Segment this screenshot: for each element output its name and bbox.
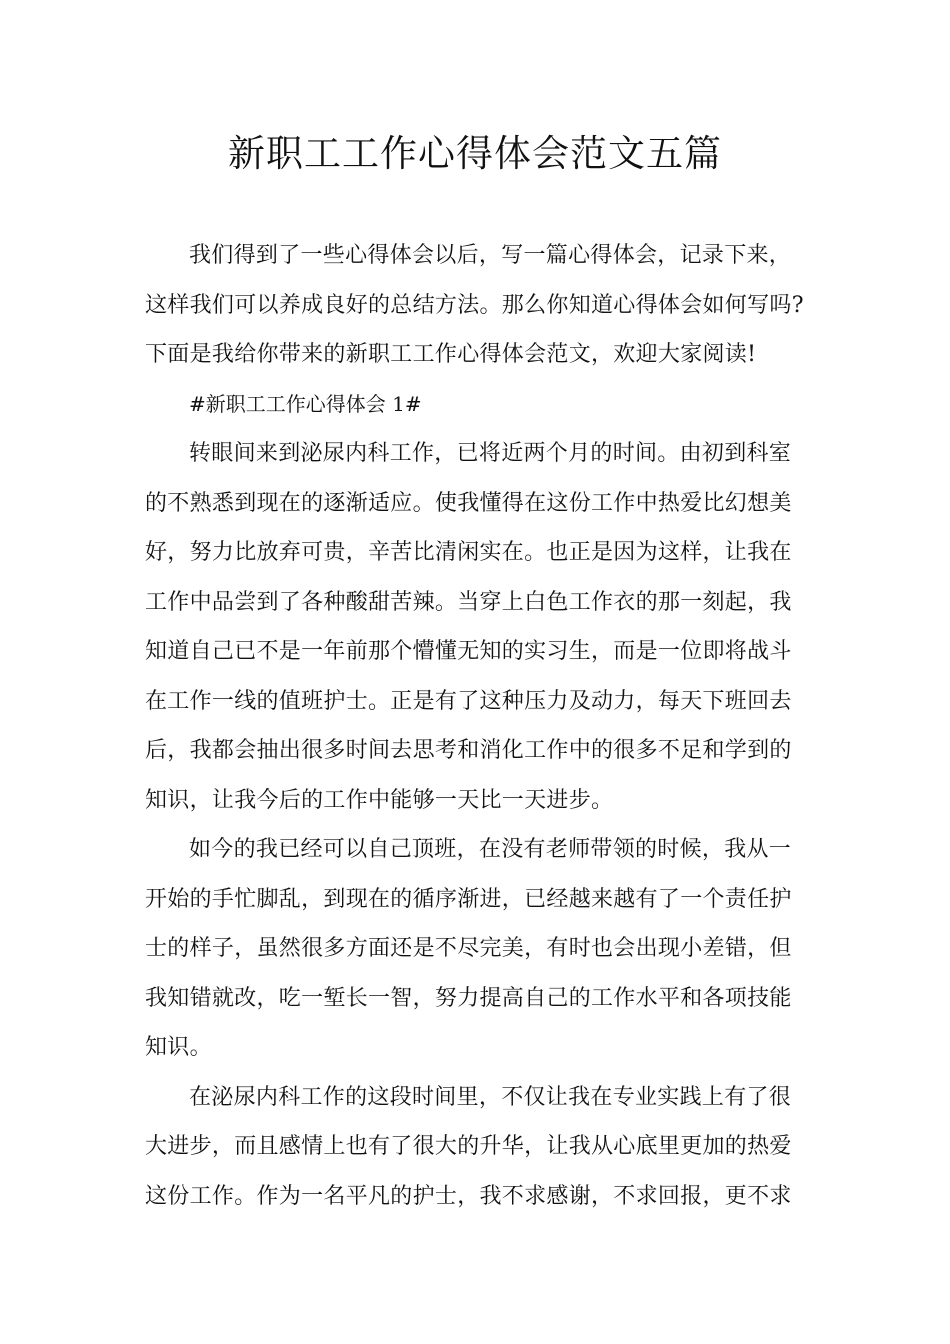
body-paragraph-2 <box>145 825 809 1073</box>
text-line: 后，我都会抽出很多时间去思考和消化工作中的很多不足和学到的 <box>145 738 792 763</box>
text-line: 在泌尿内科工作的这段时间里，不仅让我在专业实践上有了很 <box>189 1084 792 1110</box>
document-title: 新职工工作心得体会范文五篇 <box>228 132 722 175</box>
body-paragraph-3 <box>145 1073 809 1222</box>
text-line: 好，努力比放弃可贵，辛苦比清闲实在。也正是因为这样，让我在 <box>145 540 792 565</box>
intro-paragraph <box>145 231 809 380</box>
text-line: 知识，让我今后的工作中能够一天比一天进步。 <box>145 787 614 813</box>
text-line: 开始的手忙脚乱，到现在的循序渐进，已经越来越有了一个责任护 <box>145 886 792 912</box>
text-line: 工作中品尝到了各种酸甜苦辣。当穿上白色工作衣的那一刻起，我 <box>145 589 792 615</box>
text-line: 如今的我已经可以自己顶班，在没有老师带领的时候，我从一 <box>189 837 792 862</box>
text-line: 我知错就改，吃一堑长一智，努力提高自己的工作水平和各项技能 <box>145 985 792 1011</box>
text-line: 这样我们可以养成良好的总结方法。那么你知道心得体会如何写吗? <box>145 292 804 318</box>
text-line: 我们得到了一些心得体会以后，写一篇心得体会，记录下来， <box>189 243 792 268</box>
text-line: 下面是我给你带来的新职工工作心得体会范文，欢迎大家阅读! <box>145 342 757 367</box>
text-line: 知识。 <box>145 1035 212 1060</box>
document-body <box>145 231 809 1221</box>
text-line: 在工作一线的值班护士。正是有了这种压力及动力，每天下班回去 <box>145 688 792 714</box>
section-heading: #新职工工作心得体会 1# <box>189 391 422 416</box>
text-line: 的不熟悉到现在的逐渐适应。使我懂得在这份工作中热爱比幻想美 <box>145 490 792 516</box>
text-line: 这份工作。作为一名平凡的护士，我不求感谢，不求回报，更不求 <box>145 1183 792 1209</box>
text-line: 转眼间来到泌尿内科工作，已将近两个月的时间。由初到科室 <box>189 441 792 466</box>
text-line: 知道自己已不是一年前那个懵懂无知的实习生，而是一位即将战斗 <box>145 639 792 664</box>
text-line: 士的样子，虽然很多方面还是不尽完美，有时也会出现小差错，但 <box>145 936 792 961</box>
body-paragraph-1 <box>145 429 809 825</box>
text-line: 大进步，而且感情上也有了很大的升华，让我从心底里更加的热爱 <box>145 1134 792 1159</box>
